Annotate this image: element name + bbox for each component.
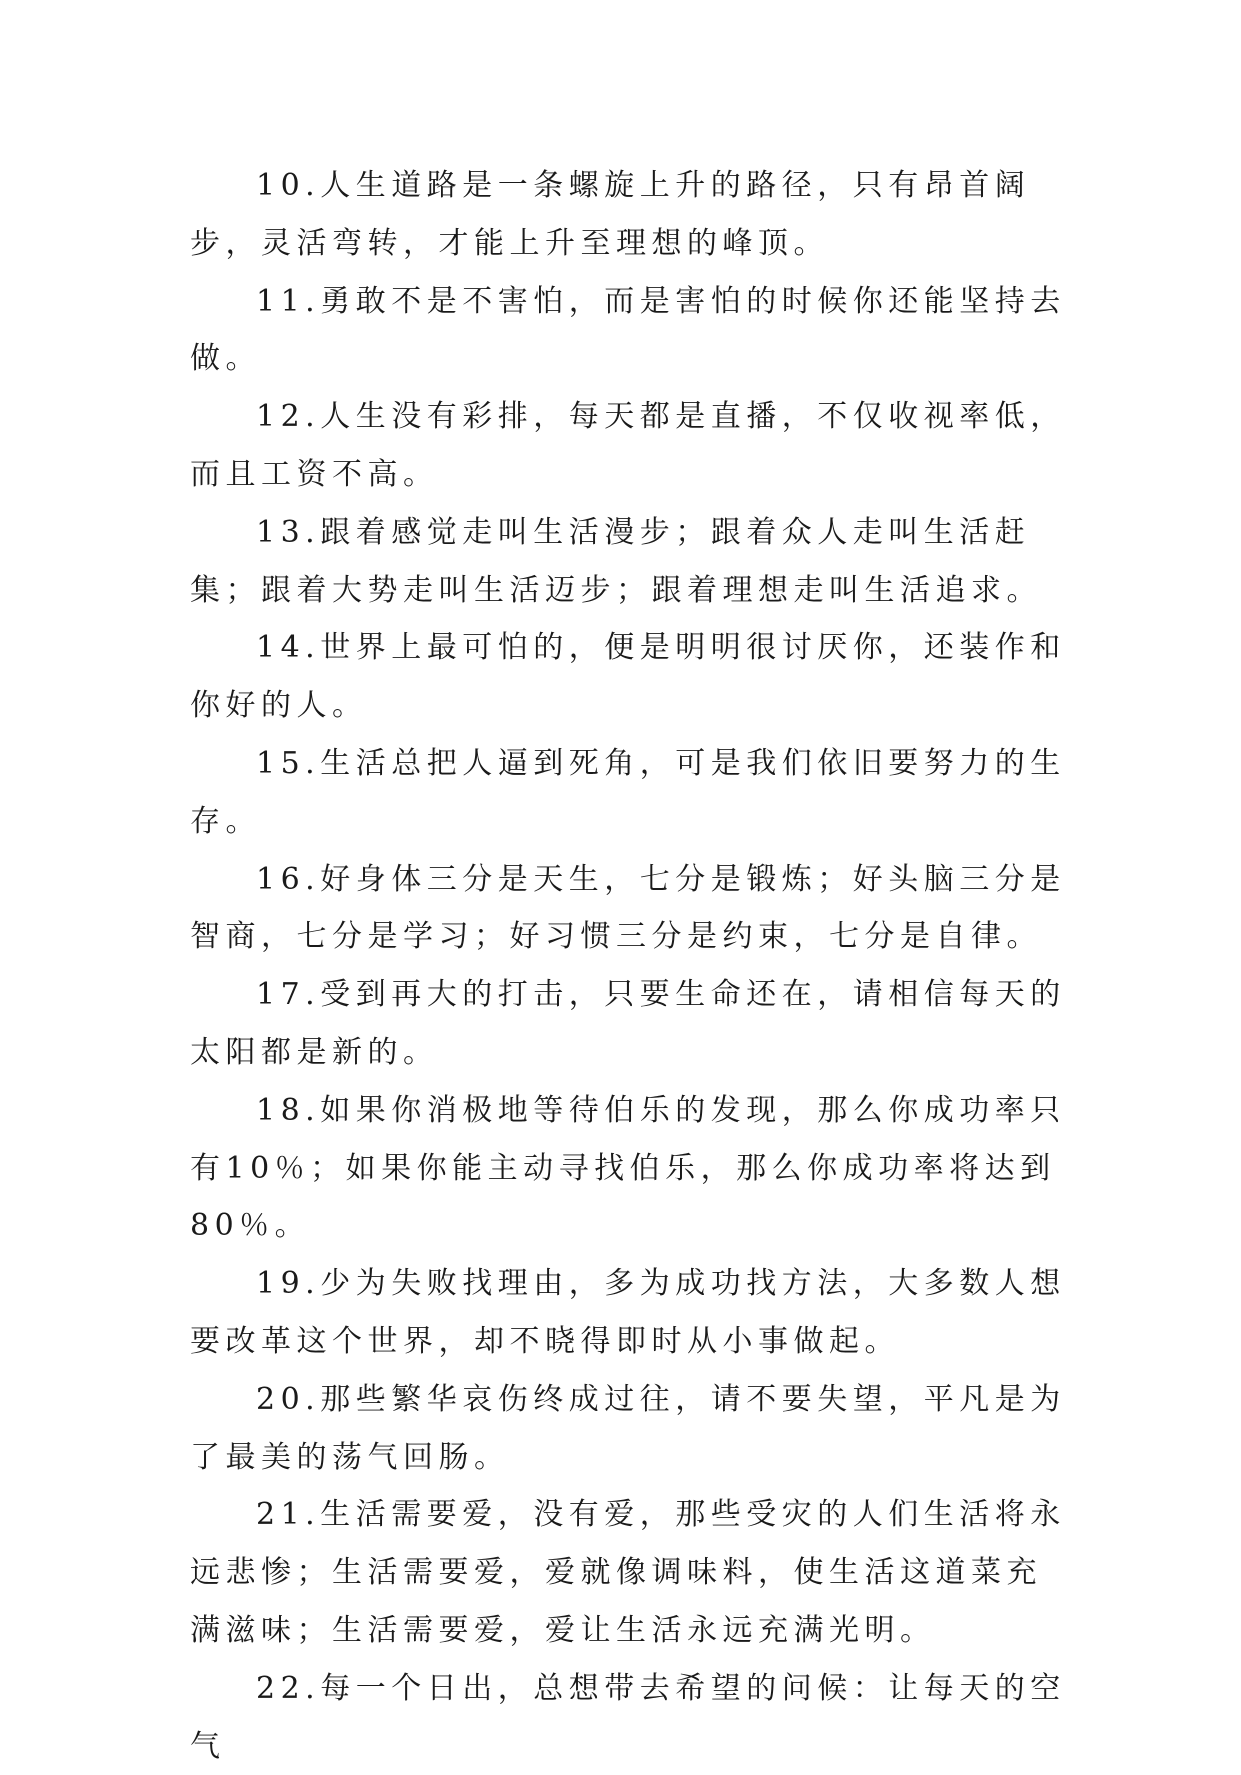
paragraph-11: 11.勇敢不是不害怕，而是害怕的时候你还能坚持去做。 bbox=[190, 283, 1066, 377]
paragraph-15: 15.生活总把人逼到死角，可是我们依旧要努力的生存。 bbox=[190, 745, 1066, 839]
paragraph-14: 14.世界上最可怕的，便是明明很讨厌你，还装作和你好的人。 bbox=[190, 630, 1066, 724]
paragraph-17: 17.受到再大的打击，只要生命还在，请相信每天的太阳都是新的。 bbox=[190, 977, 1066, 1070]
paragraph-18: 18.如果你消极地等待伯乐的发现，那么你成功率只有10％；如果你能主动寻找伯乐，那么你成功率将达到80％。 bbox=[190, 1092, 1066, 1244]
document-body bbox=[190, 157, 1070, 1775]
paragraph-12: 12.人生没有彩排，每天都是直播，不仅收视率低，而且工资不高。 bbox=[190, 399, 1066, 492]
paragraph-10: 10.人生道路是一条螺旋上升的路径，只有昂首阔步，灵活弯转，才能上升至理想的峰顶。 bbox=[190, 168, 1031, 261]
paragraph-22: 22.每一个日出，总想带去希望的问候：让每天的空气 bbox=[190, 1670, 1066, 1764]
paragraph-20: 20.那些繁华哀伤终成过往，请不要失望，平凡是为了最美的荡气回肠。 bbox=[190, 1381, 1066, 1475]
paragraph-19: 19.少为失败找理由，多为成功找方法，大多数人想要改革这个世界，却不晓得即时从小事做起。 bbox=[190, 1266, 1066, 1359]
paragraph-16: 16.好身体三分是天生，七分是锻炼；好头脑三分是智商，七分是学习；好习惯三分是约束，七分是自律。 bbox=[190, 861, 1066, 955]
paragraph-13: 13.跟着感觉走叫生活漫步；跟着众人走叫生活赶集；跟着大势走叫生活迈步；跟着理想走叫生活追求。 bbox=[190, 514, 1042, 608]
paragraph-21: 21.生活需要爱，没有爱，那些受灾的人们生活将永远悲惨；生活需要爱，爱就像调味料，使生活这道菜充满滋味；生活需要爱，爱让生活永远充满光明。 bbox=[190, 1497, 1066, 1648]
